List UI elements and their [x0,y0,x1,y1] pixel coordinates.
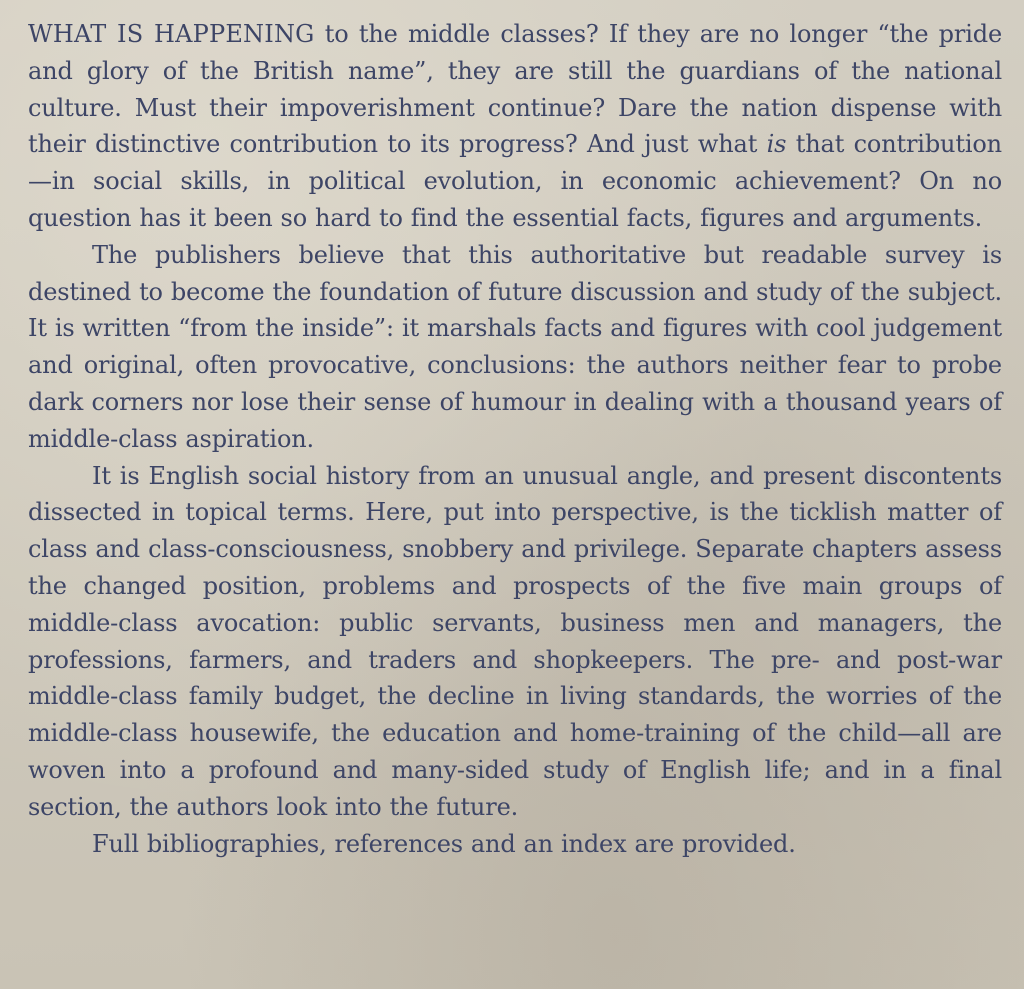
intro-text: to the middle classes? If they are no longer “the pride and glory of the British name”, they are still the guardians of the national culture. Must their impoverishment continue? Dare the nation dispense with their distinctive contribution to its progress? And just what [28,20,1002,159]
paragraph-intro [28,16,1002,237]
intro-lead-caps: WHAT IS HAPPENING [28,20,315,48]
intro-tail: that contribution—in social skills, in political evolution, in economic achievement? On no question has it been so hard to find the essential facts, figures and arguments. [28,130,1002,232]
paragraph-bibliographies: Full bibliographies, references and an index are provided. [92,829,796,858]
paragraph-publishers: The publishers believe that this authoritative but readable survey is destined to become the foundation of future discussion and study of the subject. It is written “from the inside”: it marshals facts and figures with cool judgement and original, often provocative, conclusions: the authors neither fear to probe dark corners nor lose their sense of humour in dealing with a thousand years of middle-class aspiration. [28,240,1002,453]
paragraph-social-history: It is English social history from an unusual angle, and present discontents dissected in topical terms. Here, put into perspective, is the ticklish matter of class and class-consciousness, snobbery and privilege. Separate chapters assess the changed position, problems and prospects of the five main groups of middle-class avocation: public servants, business men and managers, the professions, farmers, and traders and shopkeepers. The pre- and post-war middle-class family budget, the decline in living standards, the worries of the middle-class housewife, the education and home-training of the child—all are woven into a profound and many-sided study of English life; and in a final section, the authors look into the future. [28,461,1002,821]
intro-emphasis: is [766,130,787,159]
